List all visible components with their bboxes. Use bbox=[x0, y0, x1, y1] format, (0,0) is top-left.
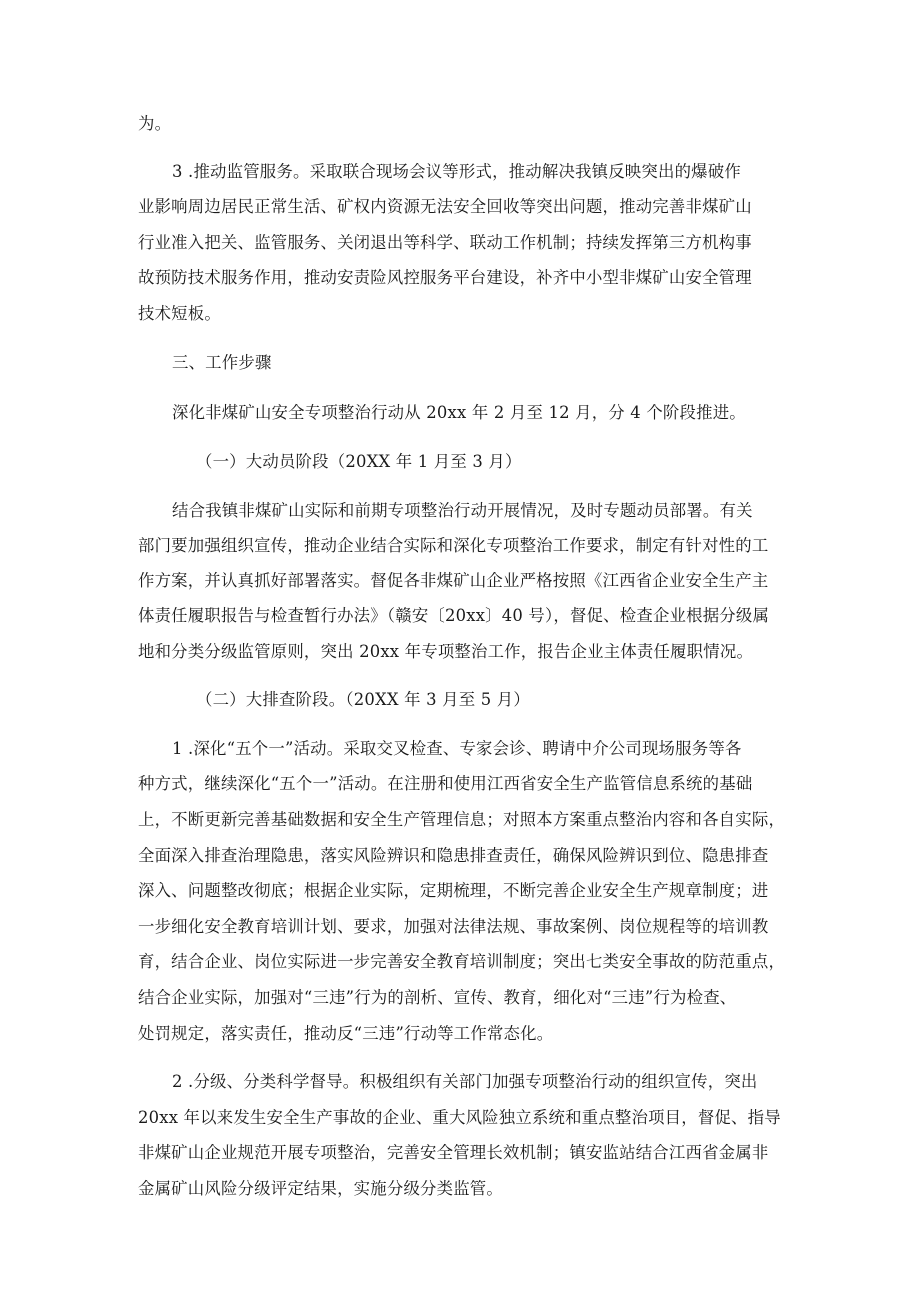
text-line: 上，不断更新完善基础数据和安全生产管理信息；对照本方案重点整治内容和各自实际， bbox=[138, 810, 786, 829]
text-line: 深入、问题整改彻底；根据企业实际，定期梳理，不断完善企业安全生产规章制度；进 bbox=[138, 881, 769, 900]
text-line: 业影响周边居民正常生活、矿权内资源无法安全回收等突出问题，推动完善非煤矿山 bbox=[138, 197, 752, 216]
text-line: 结合企业实际，加强对“三违”行为的剖析、宣传、教育，细化对“三违”行为检查、 bbox=[138, 988, 737, 1007]
text-line: 一步细化安全教育培训计划、要求，加强对法律法规、事故案例、岗位规程等的培训教 bbox=[138, 917, 769, 936]
text-line: 部门要加强组织宣传，推动企业结合实际和深化专项整治工作要求，制定有针对性的工 bbox=[138, 536, 769, 555]
section-heading: 三、工作步骤 bbox=[172, 353, 272, 372]
text-line: 深化非煤矿山安全专项整治行动从 20xx 年 2 月至 12 月，分 4 个阶段推进。 bbox=[172, 403, 746, 422]
subsection-heading: （二）大排查阶段。（20XX 年 3 月至 5 月） bbox=[196, 690, 530, 709]
text-line: 技术短板。 bbox=[138, 304, 221, 323]
text-line: 3 .推动监管服务。采取联合现场会议等形式，推动解决我镇反映突出的爆破作 bbox=[172, 162, 741, 181]
text-line: 育，结合企业、岗位实际进一步完善安全教育培训制度；突出七类安全事故的防范重点， bbox=[138, 952, 786, 971]
text-line: 2 .分级、分类科学督导。积极组织有关部门加强专项整治行动的组织宣传，突出 bbox=[172, 1072, 758, 1091]
text-line: 行业准入把关、监管服务、关闭退出等科学、联动工作机制；持续发挥第三方机构事 bbox=[138, 233, 752, 252]
text-line: 非煤矿山企业规范开展专项整治，完善安全管理长效机制；镇安监站结合江西省金属非 bbox=[138, 1143, 769, 1162]
text-line: 20xx 年以来发生安全生产事故的企业、重大风险独立系统和重点整治项目，督促、指导 bbox=[138, 1108, 781, 1127]
text-line: 处罚规定，落实责任，推动反“三违”行动等工作常态化。 bbox=[138, 1024, 554, 1043]
text-line: 结合我镇非煤矿山实际和前期专项整治行动开展情况，及时专题动员部署。有关 bbox=[172, 501, 753, 520]
text-line: 全面深入排查治理隐患，落实风险辨识和隐患排查责任，确保风险辨识到位、隐患排查 bbox=[138, 846, 769, 865]
text-line: 作方案，并认真抓好部署落实。督促各非煤矿山企业严格按照《江西省企业安全生产主 bbox=[138, 571, 769, 590]
text-line: 地和分类分级监管原则，突出 20xx 年专项整治工作，报告企业主体责任履职情况。 bbox=[138, 642, 754, 661]
text-line: 故预防技术服务作用，推动安责险风控服务平台建设，补齐中小型非煤矿山安全管理 bbox=[138, 268, 752, 287]
text-line: 金属矿山风险分级评定结果，实施分级分类监管。 bbox=[138, 1179, 503, 1198]
text-line: 体责任履职报告与检查暂行办法》（赣安〔20xx〕40 号），督促、检查企业根据分级属 bbox=[138, 606, 770, 625]
text-line: 1 .深化“五个一”活动。采取交叉检查、专家会诊、聘请中介公司现场服务等各 bbox=[172, 739, 742, 758]
subsection-heading: （一）大动员阶段（20XX 年 1 月至 3 月） bbox=[196, 452, 522, 471]
text-line: 为。 bbox=[138, 114, 172, 133]
text-line: 种方式，继续深化“五个一”活动。在注册和使用江西省安全生产监管信息系统的基础 bbox=[138, 774, 753, 793]
